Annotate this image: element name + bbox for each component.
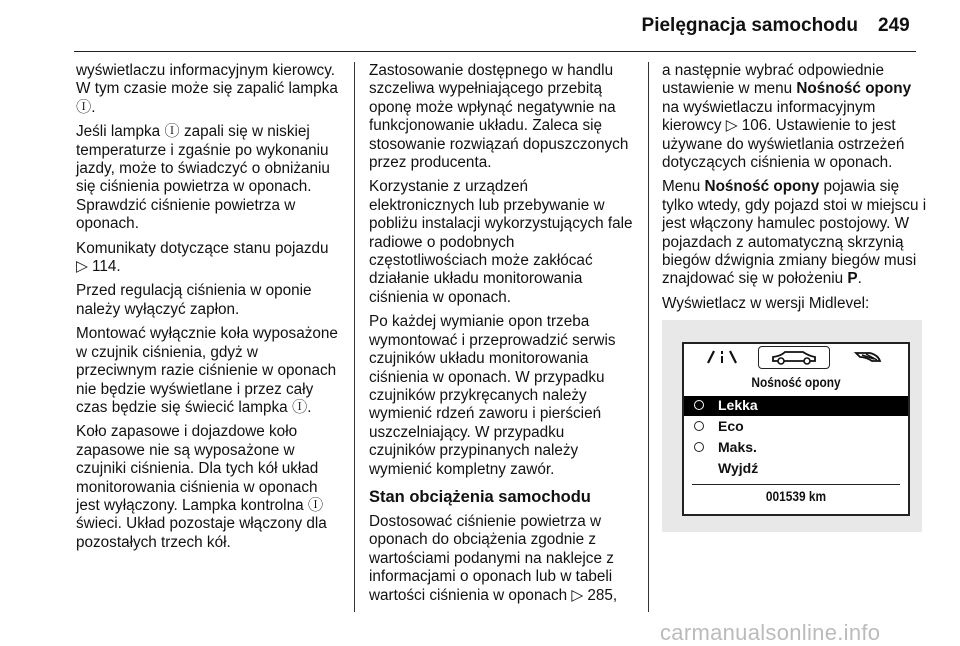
page-number: 249: [878, 15, 910, 36]
column-2: [369, 62, 634, 611]
exit-option[interactable]: [684, 459, 908, 479]
radio-icon: [694, 421, 704, 431]
option-label: Eco: [718, 418, 744, 434]
menu-name: Nośność opony: [704, 178, 820, 196]
paragraph: Wyświetlacz w wersji Midlevel:: [662, 294, 870, 312]
paragraph: wyświetlaczu informacyjnym kierowcy. W tym czasie może się zapalić lampka Ⓘ.: [76, 62, 338, 116]
column-1: [76, 62, 341, 558]
option-lekka[interactable]: [684, 396, 908, 416]
paragraph: Dostosować ciśnienie powietrza w oponach do obciążenia zgodnie z wartościami podanymi na naklejce z informacjami o oponach lub w tabeli wartości ciśnienia w oponach ▷ 285,: [369, 512, 618, 604]
road-info-icon: [698, 347, 746, 369]
paragraph: Zastosowanie dostępnego w handlu szczeliwa wypełniającego przebitą oponę może wpłynąć negatywnie na funkcjonowanie układu. Zaleca się stosowanie rozwiązań dopuszczonych przez producenta.: [369, 62, 629, 172]
watermark: carmanualsonline.info: [660, 620, 881, 645]
car-icon: [758, 346, 830, 369]
paragraph: Jeśli lampka Ⓘ zapali się w niskiej temperaturze i zgaśnie po wykonaniu jazdy, może to świadczyć o obniżaniu się ciśnienia powietrza w oponach. Sprawdzić ciśnienie powietrza w oponach.: [76, 123, 330, 233]
option-eco[interactable]: [684, 417, 908, 437]
header-title: Pielęgnacja samochodu: [641, 15, 858, 36]
option-label: Maks.: [718, 439, 757, 455]
paragraph: Koło zapasowe i dojazdowe koło zapasowe nie są wyposażone w czujniki ciśnienia. Dla tych kół układ monitorowania ciśnienia w oponach jest wyłączony. Lampka kontrolna Ⓘ świeci. Układ pozostaje włączony dla pozostałych trzech kół.: [76, 423, 327, 551]
paragraph: a następnie wybrać odpowiednie ustawienie w menu Nośność opony na wyświetlaczu informacyjnym kierowcy ▷ 106. Ustawienie to jest używane do wyświetlania ostrzeżeń dotyczących ciśnienia w oponach.: [662, 62, 912, 172]
radio-icon: [694, 442, 704, 452]
section-heading: Stan obciążenia samochodu: [369, 487, 591, 506]
column-divider: [648, 62, 649, 612]
paragraph: Komunikaty dotyczące stanu pojazdu ▷ 114.: [76, 239, 329, 276]
option-maks[interactable]: [684, 438, 908, 458]
display-divider: [692, 484, 900, 485]
gear-position: P: [847, 270, 858, 288]
column-divider: [354, 62, 355, 612]
option-label: Lekka: [718, 397, 758, 413]
header-divider: [74, 51, 916, 52]
paragraph: Przed regulacją ciśnienia w oponie należy wyłączyć zapłon.: [76, 282, 312, 318]
paragraph: Menu Nośność opony pojawia się tylko wtedy, gdy pojazd stoi w miejscu i jest włączony hamulec postojowy. W pojazdach z automatyczną skrzynią biegów dźwignia zmiany biegów musi znajdować się w położeniu P.: [662, 178, 927, 288]
paragraph: Po każdej wymianie opon trzeba wymontować i przeprowadzić serwis czujników układu monitorowania ciśnienia w oponach. W przypadku czujników przykręcanych należy wymienić rdzeń zaworu i pierścień uszczelniający. W przypadku czujników przypinanych należy wymienić kompletny zawór.: [369, 313, 616, 478]
paragraph: Montować wyłącznie koła wyposażone w czujnik ciśnienia, gdyż w przeciwnym razie ciśnienie w oponach nie będzie wyświetlane i przez cały czas będzie się świecić lampka Ⓘ.: [76, 325, 338, 416]
display-tabs: [684, 344, 908, 372]
radio-icon: [694, 400, 704, 410]
paragraph: Korzystanie z urządzeń elektronicznych lub przebywanie w pobliżu instalacji wykorzystujących fale radiowe o podobnych częstotliwościach może zakłócać działanie układu monitorowania ciśnienia w oponach.: [369, 178, 633, 306]
odometer: 001539 km: [765, 488, 827, 504]
display-title: Nośność opony: [751, 374, 841, 390]
steering-wheel-icon: [844, 347, 892, 369]
driver-info-display: [682, 342, 910, 516]
column-3: [662, 62, 927, 319]
display-illustration: [662, 320, 922, 532]
menu-name: Nośność opony: [796, 80, 912, 98]
exit-label: Wyjdź: [718, 460, 759, 476]
